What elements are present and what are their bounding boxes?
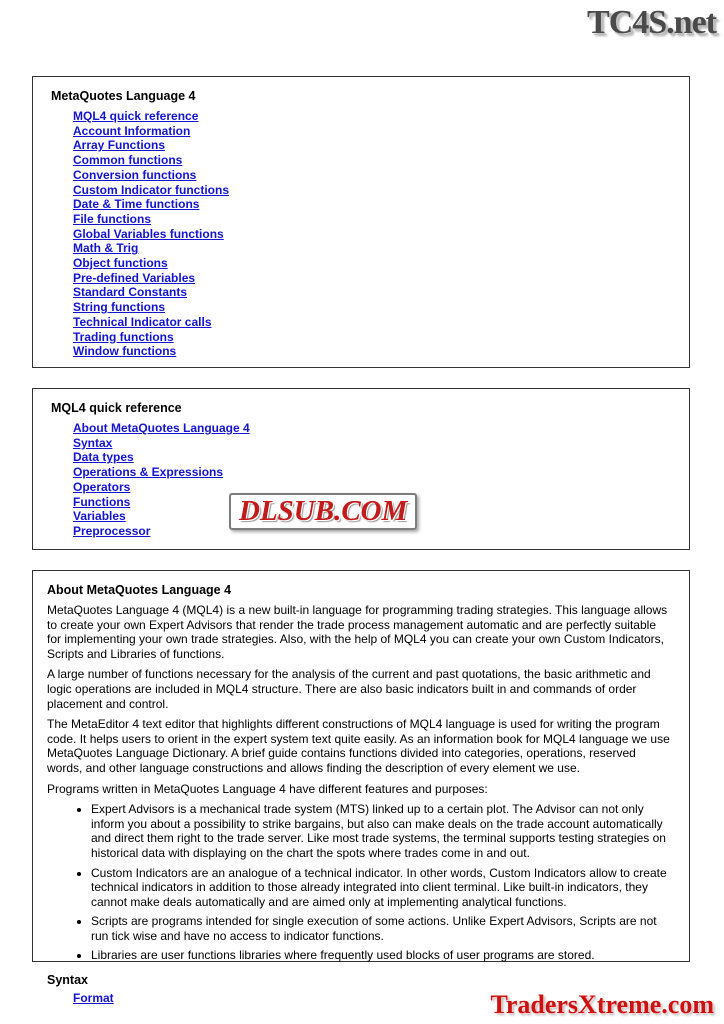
- link-operators[interactable]: Operators: [73, 479, 131, 494]
- language-link-list: [33, 109, 689, 359]
- link-syntax[interactable]: Syntax: [73, 435, 113, 450]
- link-array-functions[interactable]: Array Functions: [73, 138, 166, 153]
- link-technical-indicator-calls[interactable]: Technical Indicator calls: [73, 314, 212, 329]
- list-item: [73, 271, 689, 286]
- list-item: [73, 241, 689, 256]
- about-paragraph-1: MetaQuotes Language 4 (MQL4) is a new built-in language for programming trading strategies. This language allows to create your own Expert Advisors that render the trade process management automatic and are perfectly suitable for implementing your own trade strategies. Also, with the help of MQL4 you can create your own Custom Indicators, Scripts and Libraries of functions.: [47, 603, 668, 661]
- link-standard-constants[interactable]: Standard Constants: [73, 285, 188, 300]
- link-data-types[interactable]: Data types: [73, 450, 134, 465]
- list-item: [73, 421, 689, 436]
- link-about-metaquotes-language-4[interactable]: About MetaQuotes Language 4: [73, 421, 250, 435]
- section-about-metaquotes-language-4: [32, 570, 690, 1006]
- list-item: [73, 436, 689, 451]
- list-item: [73, 344, 689, 359]
- link-global-variables-functions[interactable]: Global Variables functions: [73, 226, 224, 241]
- link-variables[interactable]: Variables: [73, 509, 126, 524]
- link-file-functions[interactable]: File functions: [73, 211, 151, 226]
- link-common-functions[interactable]: Common functions: [73, 153, 183, 168]
- section-title-metaquotes-language-4: MetaQuotes Language 4: [51, 89, 196, 103]
- link-window-functions[interactable]: Window functions: [73, 344, 177, 359]
- program-types-list: [33, 802, 689, 963]
- list-item: [73, 124, 689, 139]
- list-item: [73, 212, 689, 227]
- link-preprocessor[interactable]: Preprocessor: [73, 523, 151, 538]
- list-item-scripts: • Scripts are programs intended for single execution of some actions. Unlike Expert Advisors, Scripts are not run tick wise and have no access to indicator functions.: [91, 914, 673, 943]
- link-functions[interactable]: Functions: [73, 494, 131, 509]
- list-item: [73, 227, 689, 242]
- link-account-information[interactable]: Account Information: [73, 123, 191, 138]
- subheading-syntax: Syntax: [47, 973, 88, 988]
- list-item-expert-advisors: • Expert Advisors is a mechanical trade system (MTS) linked up to a certain plot. The Advisor can not only inform you about a possibility to strike bargains, but also can make deals on the trade account automatically and direct them right to the trade server. Like most trade systems, the terminal supports testing strategies on historical data with displaying on the chart the spots where trades come in and out.: [91, 802, 673, 860]
- list-item: [73, 256, 689, 271]
- link-date-time-functions[interactable]: Date & Time functions: [73, 197, 200, 212]
- list-item: [73, 285, 689, 300]
- list-item: [73, 197, 689, 212]
- link-math-trig[interactable]: Math & Trig: [73, 241, 139, 256]
- site-watermark-bottom: TradersXtreme.com: [490, 990, 714, 1019]
- section-title-mql4-quick-reference: MQL4 quick reference: [51, 401, 182, 415]
- site-watermark-top: TC4S.net: [587, 4, 716, 41]
- about-paragraph-4: Programs written in MetaQuotes Language 4 have different features and purposes:: [47, 781, 488, 796]
- list-item: [73, 450, 689, 465]
- list-item: [73, 183, 689, 198]
- link-conversion-functions[interactable]: Conversion functions: [73, 167, 197, 182]
- list-item: [73, 138, 689, 153]
- list-item: [73, 168, 689, 183]
- list-item: [73, 300, 689, 315]
- list-item: [73, 153, 689, 168]
- about-paragraph-3: The MetaEditor 4 text editor that highlights different constructions of MQL4 language is used for writing the program code. It helps users to orient in the expert system text quite easily. As an information book for MQL4 language we use MetaQuotes Language Dictionary. A brief guide contains functions divided into categories, operations, reserved words, and other language constructions and allows finding the description of every element we use.: [47, 717, 670, 775]
- link-operations-expressions[interactable]: Operations & Expressions: [73, 465, 224, 480]
- dlsub-watermark: DLSUB.COM: [229, 493, 417, 530]
- list-item-custom-indicators: • Custom Indicators are an analogue of a technical indicator. In other words, Custom Indicators allow to create technical indicators in addition to those already integrated into client terminal. Like built-in indicators, they cannot make deals automatically and are aimed only at implementing analytical functions.: [91, 866, 673, 910]
- link-pre-defined-variables[interactable]: Pre-defined Variables: [73, 270, 196, 285]
- list-item: [73, 330, 689, 345]
- about-paragraph-2: A large number of functions necessary for the analysis of the current and past quotations, the basic arithmetic and logic operations are included in MQL4 structure. There are also basic indicators built in and commands of order placement and control.: [47, 667, 651, 711]
- link-mql4-quick-reference[interactable]: MQL4 quick reference: [73, 109, 199, 123]
- list-item-libraries: • Libraries are user functions libraries where frequently used blocks of user programs are stored.: [91, 948, 673, 963]
- link-object-functions[interactable]: Object functions: [73, 256, 168, 271]
- section-title-about: About MetaQuotes Language 4: [47, 583, 232, 597]
- section-mql4-quick-reference: [32, 388, 690, 550]
- link-format[interactable]: Format: [73, 991, 114, 1006]
- link-string-functions[interactable]: String functions: [73, 300, 165, 315]
- list-item: [73, 315, 689, 330]
- section-metaquotes-language-4: [32, 76, 690, 368]
- list-item: [73, 109, 689, 124]
- link-trading-functions[interactable]: Trading functions: [73, 329, 174, 344]
- link-custom-indicator-functions[interactable]: Custom Indicator functions: [73, 182, 229, 197]
- list-item: [73, 465, 689, 480]
